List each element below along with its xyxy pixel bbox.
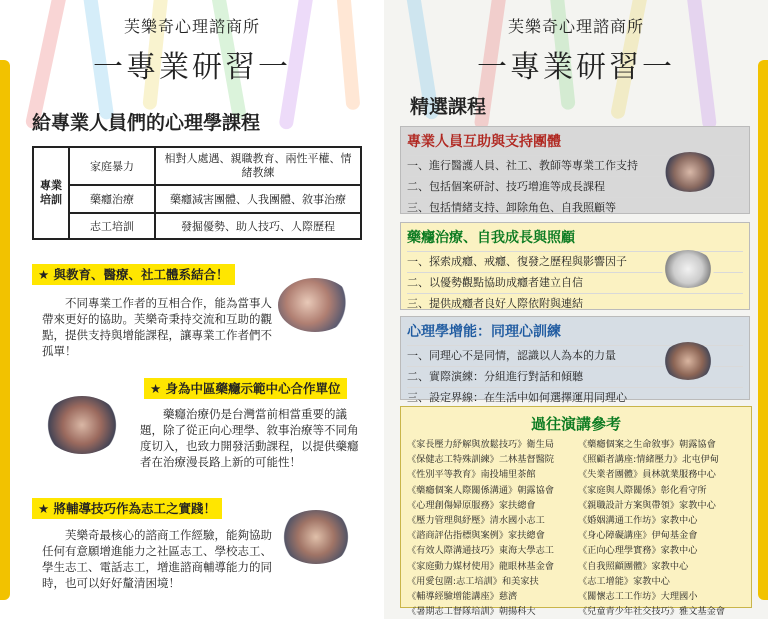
section-title: ★ 將輔導技巧作為志工之實踐！ — [32, 498, 222, 519]
course-item: 一、同理心不是同情，認識以人為本的力量 — [407, 345, 743, 366]
course-title: 藥癮治療、自我成長與照顧 — [407, 230, 575, 246]
content-cell: 相對人處遇、親職教育、兩性平權、情緒教練 — [155, 147, 361, 185]
section-heading: 精選課程 — [410, 96, 487, 118]
page-title: 一專業研習一 — [477, 50, 675, 85]
org-name: 芙樂奇心理諮商所 — [507, 17, 644, 36]
list-item: 《失業者團體》員林就業服務中心 — [578, 469, 716, 481]
course-item: 三、包括情緒支持、卸除角色、自我照顧等 — [407, 197, 743, 218]
list-item: 《兒童青少年社交技巧》雅文基金會 — [578, 606, 725, 618]
list-item: 《輔導經驗增能講座》慈濟 — [407, 591, 518, 603]
right-panel — [384, 0, 768, 619]
list-item: 《壓力管理與紓壓》清水國小志工 — [407, 515, 545, 527]
photo-support-group — [662, 152, 718, 192]
list-item: 《身心障礙講座》伊甸基金會 — [578, 530, 698, 542]
section-text: 不同專業工作者的互相合作，能為當事人帶來更好的協助。芙樂奇秉持交流和互助的觀點，提供支持與增能課程，讓專業工作者們不孤單！ — [42, 296, 272, 358]
photo-training-circle — [278, 278, 352, 332]
topic-cell: 志工培訓 — [69, 213, 155, 239]
section-text: 芙樂奇最核心的諮商工作經驗，能夠協助任何有意願增進能力之社區志工、學校志工、學生志工、電話志工，增進諮商輔導能力的同時，也可以好好釐清困境！ — [42, 528, 272, 590]
list-item: 《性別平等教育》南投埔里茶館 — [407, 469, 536, 481]
list-item: 《家庭動力媒材使用》龍眼林基金會 — [407, 560, 554, 572]
reference-list — [401, 437, 751, 619]
list-item: 《正向心理學實務》家教中心 — [578, 545, 698, 557]
list-item: 《照顧者講座:情緒壓力》北屯伊甸 — [578, 454, 719, 466]
section-drug-center — [144, 378, 372, 399]
list-item: 《自我照顧團體》家教中心 — [578, 560, 689, 572]
photo-volunteer-class — [280, 510, 352, 564]
course-item: 三、設定界線：在生活中如何選擇運用同理心 — [407, 387, 743, 408]
training-table — [32, 146, 362, 240]
list-item: 《心理創傷婦原服務》家扶總會 — [407, 499, 536, 511]
content-cell: 發掘優勢、助人技巧、人際歷程 — [155, 213, 361, 239]
photo-group-session — [44, 396, 120, 454]
list-item: 《家庭與人際關係》彰化看守所 — [578, 484, 707, 496]
list-item: 《藥癮個案之生命敘事》朝露協會 — [578, 439, 716, 450]
list-item: 《關懷志工工作坊》大理國小 — [578, 591, 698, 603]
photo-workshop — [662, 342, 714, 380]
table-row — [33, 147, 361, 185]
list-item: 《家長壓力紓解與放鬆技巧》衛生局 — [407, 439, 554, 450]
row-header: 專業培訓 — [33, 147, 69, 239]
list-item: 《保健志工特殊訓練》二林基督醫院 — [407, 454, 554, 466]
right-yellow-bar — [758, 60, 768, 600]
course-item: 二、包括個案研討、技巧增進等成長課程 — [407, 176, 743, 197]
list-item: 《用愛包圍:志工培訓》和美家扶 — [407, 575, 539, 587]
section-text: 藥癮治療仍是台灣當前相當重要的議題，除了從正向心理學、敘事治療等不同角度切入，也致力開發活動課程，以提供藥癮者在治療漫長路上新的可能性！ — [140, 407, 359, 469]
page-title: 一專業研習一 — [93, 50, 291, 85]
photo-lecture — [662, 250, 714, 288]
course-item: 二、以優勢觀點協助成癮者建立自信 — [407, 272, 743, 293]
list-item: 《藥癮個案人際關係溝通》朝露協會 — [407, 484, 554, 496]
section-title: ★ 身為中區藥癮示範中心合作單位 — [144, 378, 347, 399]
section-title: ★ 與教育、醫療、社工體系結合！ — [32, 264, 235, 285]
org-name: 芙樂奇心理諮商所 — [123, 17, 260, 36]
list-item: 《有效人際溝通技巧》東海大學志工 — [407, 545, 554, 557]
course-item: 一、探索成癮、戒癮、復發之歷程與影響因子 — [407, 251, 743, 272]
course-item: 三、提供成癮者良好人際依附與連結 — [407, 293, 743, 314]
table-row — [33, 213, 361, 239]
topic-cell: 家庭暴力 — [69, 147, 155, 185]
reference-title: 過往演講參考 — [530, 415, 621, 433]
table-row — [33, 185, 361, 213]
content-cell: 藥癮減害團體、人我團體、敘事治療 — [155, 185, 361, 213]
topic-cell: 藥癮治療 — [69, 185, 155, 213]
list-item: 《諮商評估指標與案例》家扶總會 — [407, 530, 545, 542]
left-yellow-bar — [0, 60, 10, 600]
reference-list-box — [400, 406, 752, 618]
course-title: 心理學增能：同理心訓練 — [407, 324, 561, 340]
course-item: 一、進行醫護人員、社工、教師等專業工作支持 — [407, 155, 743, 176]
section-heading: 給專業人員們的心理學課程 — [32, 112, 261, 134]
course-item: 二、實際演練：分組進行對話和傾聽 — [407, 366, 743, 387]
course-title: 專業人員互助與支持團體 — [407, 134, 561, 150]
list-item: 《志工增能》家教中心 — [578, 575, 670, 587]
list-item: 《親職設計方案與帶領》家教中心 — [578, 499, 716, 511]
list-item: 《暑期志工督隊培訓》朝揚科大 — [407, 606, 536, 618]
list-item: 《婚姻溝通工作坊》家教中心 — [578, 515, 698, 527]
